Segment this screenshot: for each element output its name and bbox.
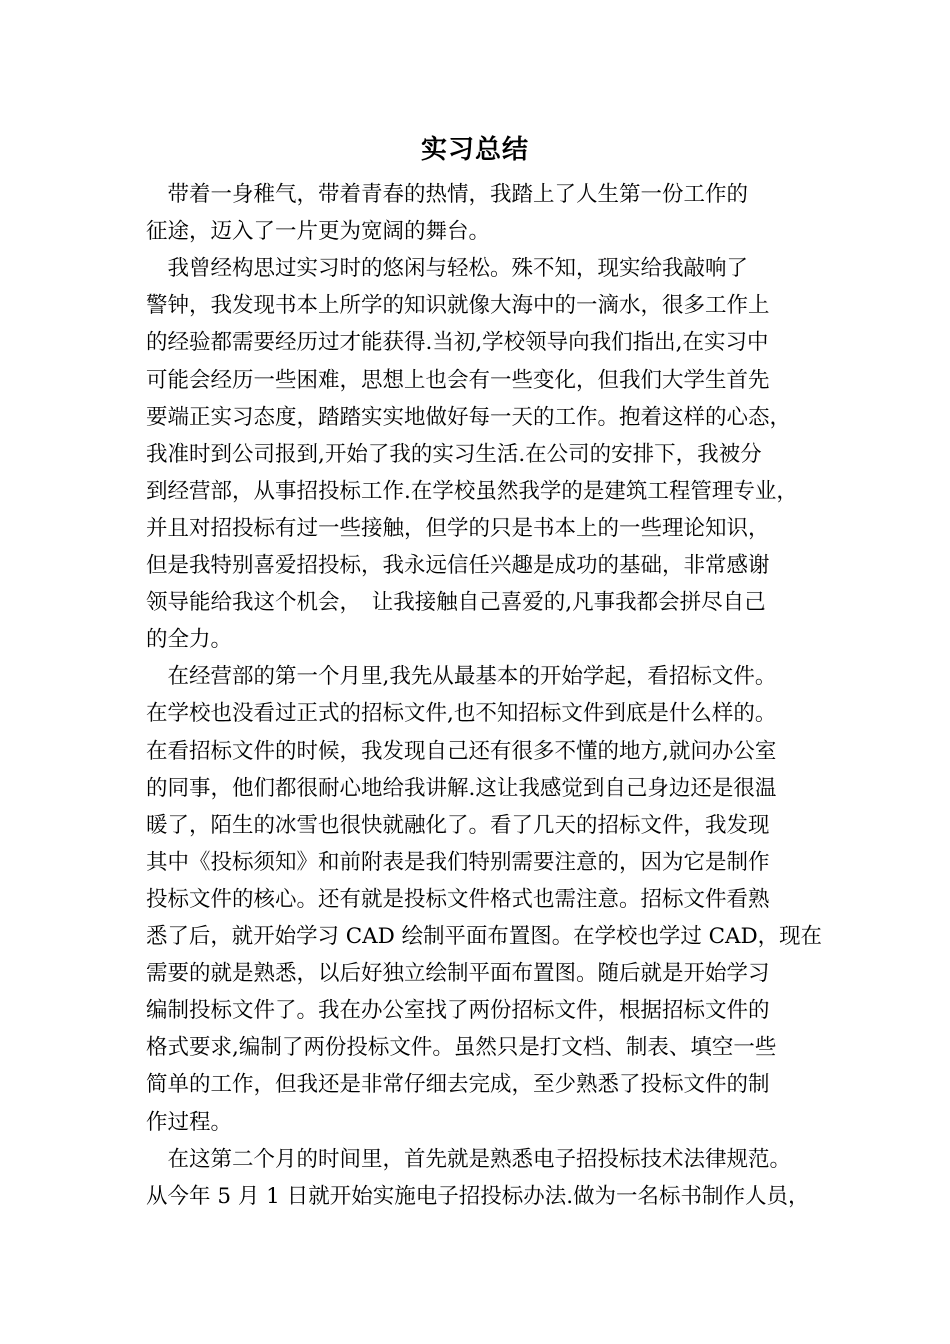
body-line: 带着一身稚气，带着青春的热情，我踏上了人生第一份工作的 (146, 182, 749, 207)
body-line: 格式要求,编制了两份投标文件。虽然只是打文档、制表、填空一些 (146, 1035, 777, 1061)
body-line: 需要的就是熟悉，以后好独立绘制平面布置图。随后就是开始学习 (146, 961, 770, 987)
body-line: 的同事，他们都很耐心地给我讲解.这让我感觉到自己身边还是很温 (146, 775, 777, 801)
body-line: 在这第二个月的时间里，首先就是熟悉电子招投标技术法律规范。 (146, 1146, 792, 1172)
body-line: 可能会经历一些困难，思想上也会有一些变化，但我们大学生首先 (146, 367, 770, 393)
body-line: 警钟，我发现书本上所学的知识就像大海中的一滴水，很多工作上 (146, 293, 770, 319)
body-line: 从今年 5 月 1 日就开始实施电子招投标办法.做为一名标书制作人员， (146, 1183, 810, 1209)
body-line: 并且对招投标有过一些接触，但学的只是书本上的一些理论知识， (146, 515, 770, 541)
body-line: 悉了后，就开始学习 CAD 绘制平面布置图。在学校也学过 CAD，现在 (146, 924, 822, 949)
body-line: 作过程。 (146, 1109, 233, 1135)
body-line: 其中《投标须知》和前附表是我们特别需要注意的，因为它是制作 (146, 849, 770, 875)
body-line: 在学校也没看过正式的招标文件,也不知招标文件到底是什么样的。 (146, 701, 777, 727)
document-title: 实习总结 (420, 135, 529, 165)
body-line: 编制投标文件了。我在办公室找了两份招标文件，根据招标文件的 (146, 998, 770, 1024)
body-line: 我曾经构思过实习时的悠闲与轻松。殊不知，现实给我敲响了 (146, 256, 749, 282)
body-line: 在看招标文件的时候，我发现自己还有很多不懂的地方,就问办公室 (146, 738, 777, 764)
body-line: 简单的工作，但我还是非常仔细去完成，至少熟悉了投标文件的制 (146, 1072, 770, 1098)
body-line: 到经营部，从事招投标工作.在学校虽然我学的是建筑工程管理专业， (146, 478, 798, 504)
body-line: 领导能给我这个机会， 让我接触自己喜爱的,凡事我都会拼尽自己 (146, 590, 766, 616)
body-line: 在经营部的第一个月里,我先从最基本的开始学起，看招标文件。 (146, 664, 777, 690)
body-line: 暖了，陌生的冰雪也很快就融化了。看了几天的招标文件，我发现 (146, 812, 770, 838)
body-line: 的经验都需要经历过才能获得.当初,学校领导向我们指出,在实习中 (146, 330, 769, 356)
body-line: 要端正实习态度，踏踏实实地做好每一天的工作。抱着这样的心态， (146, 404, 792, 430)
body-line: 我准时到公司报到,开始了我的实习生活.在公司的安排下，我被分 (146, 441, 762, 467)
body-line: 征途，迈入了一片更为宽阔的舞台。 (146, 219, 491, 245)
body-line: 投标文件的核心。还有就是投标文件格式也需注意。招标文件看熟 (146, 886, 770, 912)
body-line: 的全力。 (146, 627, 233, 653)
body-line: 但是我特别喜爱招投标，我永远信任兴趣是成功的基础，非常感谢 (146, 553, 770, 578)
